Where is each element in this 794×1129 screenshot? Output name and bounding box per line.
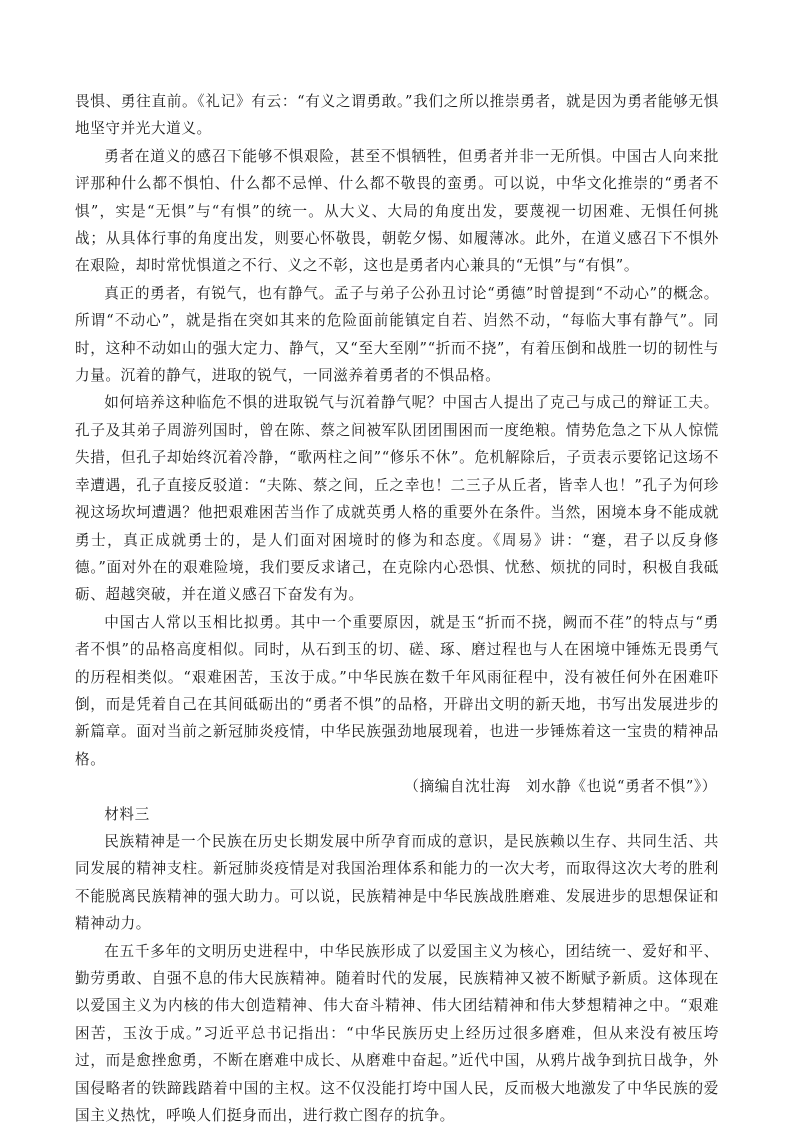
paragraph-5: 中国古人常以玉相比拟勇。其中一个重要原因，就是玉“折而不挠，阙而不荏”的特点与“勇者不惧”的品格高度相似。同时，从石到玉的切、磋、琢、磨过程也与人在困境中锤炼无畏勇气的历程相类似。“艰难困苦，玉汝于成。”中华民族在数千年风雨征程中，没有被任何外在困难吓倒，而是凭着自己在其间砥砺出的“勇者不惧”的品格，开辟出文明的新天地，书写出发展进步的新篇章。面对当前之新冠肺炎疫情，中华民族强劲地展现着，也进一步锤炼着这一宝贵的精神品格。 bbox=[75, 613, 719, 768]
paragraph-6: 民族精神是一个民族在历史长期发展中所孕育而成的意识，是民族赖以生存、共同生活、共同发展的精神支柱。新冠肺炎疫情是对我国治理体系和能力的一次大考，而取得这次大考的胜利不能脱离民族精神的强大助力。可以说，民族精神是中华民族战胜磨难、发展进步的思想保证和精神动力。 bbox=[75, 832, 719, 933]
paragraph-4: 如何培养这种临危不惧的进取锐气与沉着静气呢？中国古人提出了克己与成己的辩证工夫。孔子及其弟子周游列国时，曾在陈、蔡之间被军队团团围困而一度绝粮。情势危急之下从人惊慌失措，但孔子却始终沉着冷静，“歌两柱之间”“修乐不休”。危机解除后，子贡表示要铭记这场不幸遭遇，孔子直接反驳道：“夫陈、蔡之间，丘之幸也！二三子从丘者，皆幸人也！”孔子为何珍视这场坎坷遭遇？他把艰难困苦当作了成就英勇人格的重要外在条件。当然，困境本身不能成就勇士，真正成就勇士的，是人们面对困境时的修为和态度。《周易》讲：“蹇，君子以反身修德。”面对外在的艰难险境，我们要反求诸己，在克除内心恐惧、忧愁、烦扰的同时，积极自我砥砺、超越突破，并在道义感召下奋发有为。 bbox=[75, 394, 719, 604]
paragraph-3: 真正的勇者，有锐气，也有静气。孟子与弟子公孙丑讨论“勇德”时曾提到“不动心”的概念。所谓“不动心”，就是指在突如其来的危险面前能镇定自若、岿然不动，“每临大事有静气”。同时，这种不动如山的强大定力、静气，又“至大至刚”“折而不挠”，有着压倒和战胜一切的韧性与力量。沉着的静气，进取的锐气，一同滋养着勇者的不惧品格。 bbox=[75, 284, 719, 385]
paragraph-2: 勇者在道义的感召下能够不惧艰险，甚至不惧牺牲，但勇者并非一无所惧。中国古人向来批评那种什么都不惧怕、什么都不忌惮、什么都不敬畏的蛮勇。可以说，中华文化推崇的“勇者不惧”，实是“无惧”与“有惧”的统一。从大义、大局的角度出发，要蔑视一切困难、无惧任何挑战；从具体行事的角度出发，则要心怀敬畏，朝乾夕惕、如履薄冰。此外，在道义感召下不惧外在艰险，却时常忧惧道之不行、义之不彰，这也是勇者内心兼具的“无惧”与“有惧”。 bbox=[75, 147, 719, 275]
document-body bbox=[75, 88, 719, 1129]
source-citation: （摘编自沈壮海 刘水静《也说“勇者不惧”》） bbox=[404, 778, 717, 796]
paragraph-7: 在五千多年的文明历史进程中，中华民族形成了以爱国主义为核心，团结统一、爱好和平、勤劳勇敢、自强不息的伟大民族精神。随着时代的发展，民族精神又被不断赋予新质。这体现在以爱国主义为内核的伟大创造精神、伟大奋斗精神、伟大团结精神和伟大梦想精神之中。“艰难困苦，玉汝于成。”习近平总书记指出：“中华民族历史上经历过很多磨难，但从来没有被压垮过，而是愈挫愈勇，不断在磨难中成长、从磨难中奋起。”近代中国，从鸦片战争到抗日战争，外国侵略者的铁蹄践踏着中国的主权。这不仅没能打垮中国人民，反而极大地激发了中华民族的爱国主义热忱，呼唤人们挺身而出，进行救亡图存的抗争。 bbox=[75, 942, 719, 1125]
section-heading: 材料三 bbox=[104, 805, 150, 823]
paragraph-1: 畏惧、勇往直前。《礼记》有云：“有义之谓勇敢。”我们之所以推崇勇者，就是因为勇者能够无惧地坚守并光大道义。 bbox=[75, 93, 719, 138]
